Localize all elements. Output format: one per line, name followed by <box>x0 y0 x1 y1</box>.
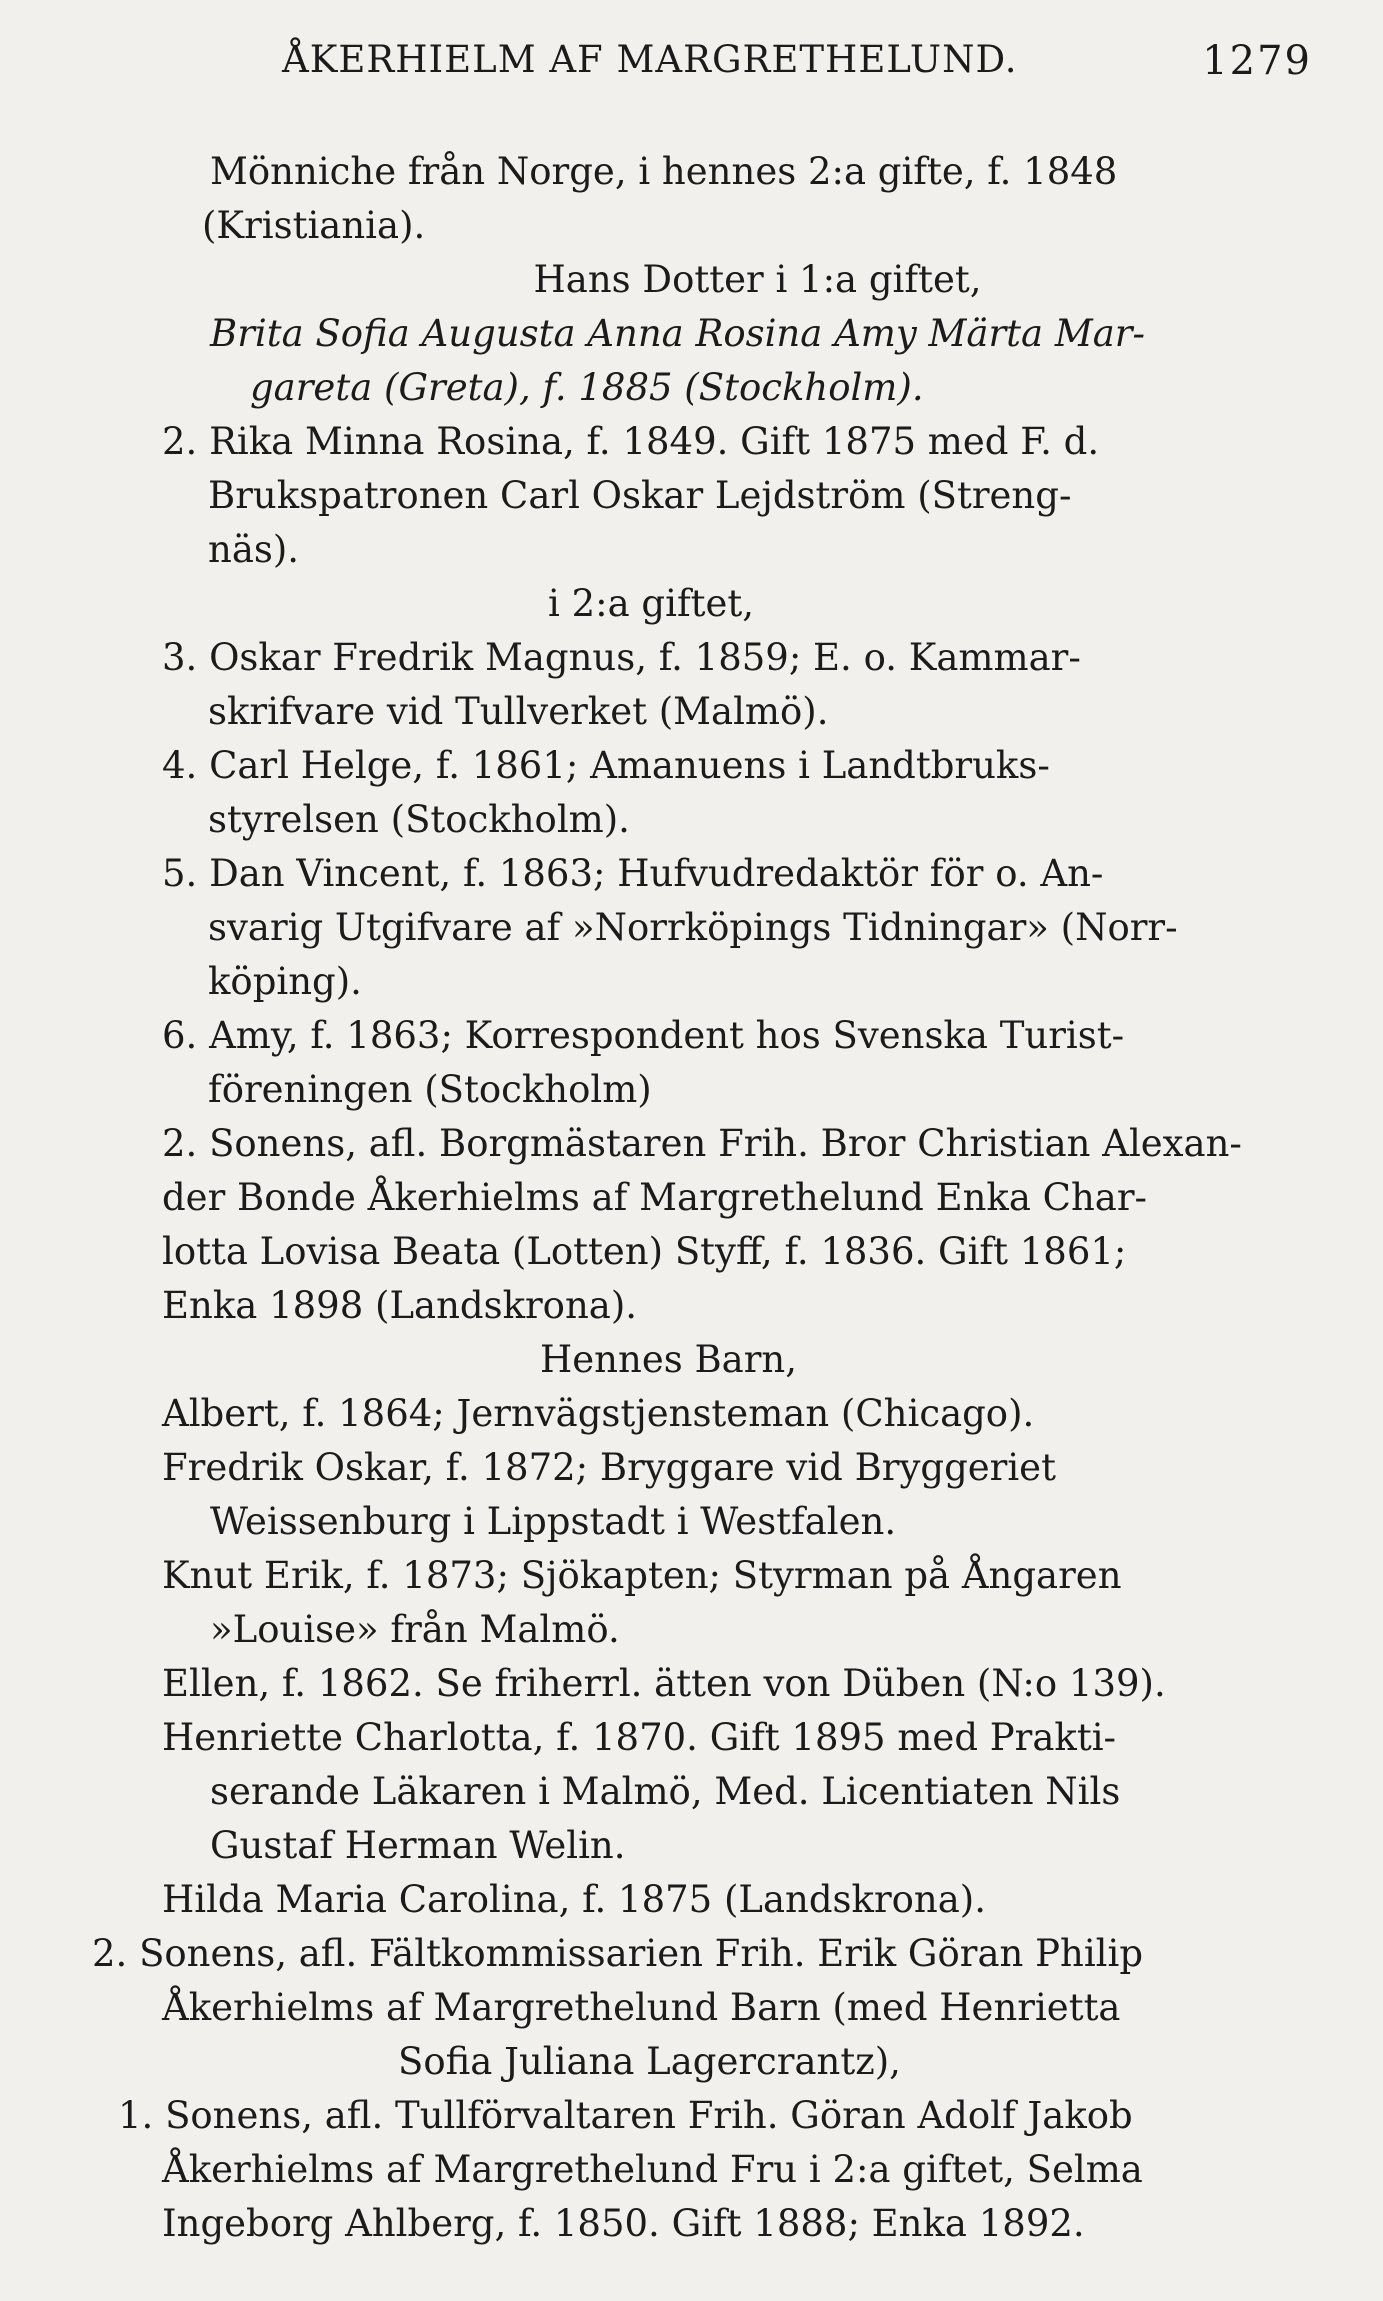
running-title: ÅKERHIELM AF MARGRETHELUND. <box>282 38 1018 81</box>
text-line: 1. Sonens, afl. Tullförvaltaren Frih. Göran Adolf Jakob <box>118 2094 1133 2137</box>
text-line: Weissenburg i Lippstadt i Westfalen. <box>210 1500 897 1543</box>
text-line: svarig Utgifvare af »Norrköpings Tidningar» (Norr- <box>208 906 1178 949</box>
text-line: Sofia Juliana Lagercrantz), <box>398 2040 901 2083</box>
text-line: serande Läkaren i Malmö, Med. Licentiaten Nils <box>210 1770 1121 1813</box>
text-line: gareta (Greta), f. 1885 (Stockholm). <box>250 366 924 409</box>
text-line: styrelsen (Stockholm). <box>208 798 630 841</box>
page-header <box>282 38 1312 98</box>
text-line: 6. Amy, f. 1863; Korrespondent hos Svenska Turist- <box>162 1014 1125 1057</box>
text-line: 2. Sonens, afl. Fältkommissarien Frih. Erik Göran Philip <box>92 1932 1144 1975</box>
text-line: Åkerhielms af Margrethelund Barn (med Henrietta <box>162 1986 1121 2029</box>
text-line: Åkerhielms af Margrethelund Fru i 2:a giftet, Selma <box>162 2148 1143 2191</box>
text-body <box>92 145 1325 2251</box>
text-line: Hilda Maria Carolina, f. 1875 (Landskrona). <box>162 1878 986 1921</box>
text-line: Henriette Charlotta, f. 1870. Gift 1895 med Prakti- <box>162 1716 1117 1759</box>
text-line: 3. Oskar Fredrik Magnus, f. 1859; E. o. Kammar- <box>162 636 1081 679</box>
text-line: »Louise» från Malmö. <box>210 1608 620 1651</box>
text-line: Brita Sofia Augusta Anna Rosina Amy Märta Mar- <box>210 312 1145 355</box>
text-line: Enka 1898 (Landskrona). <box>162 1284 638 1327</box>
text-line: näs). <box>208 528 300 571</box>
text-line: 5. Dan Vincent, f. 1863; Hufvudredaktör för o. An- <box>162 852 1104 895</box>
text-line: Albert, f. 1864; Jernvägstjensteman (Chicago). <box>162 1392 1035 1435</box>
text-line: 4. Carl Helge, f. 1861; Amanuens i Landtbruks- <box>162 744 1050 787</box>
text-line: Fredrik Oskar, f. 1872; Bryggare vid Bryggeriet <box>162 1446 1056 1489</box>
text-line: skrifvare vid Tullverket (Malmö). <box>208 690 829 733</box>
text-line: Mönniche från Norge, i hennes 2:a gifte, f. 1848 <box>210 150 1118 193</box>
text-line: Hennes Barn, <box>540 1338 797 1381</box>
text-line: 2. Rika Minna Rosina, f. 1849. Gift 1875 med F. d. <box>162 420 1100 463</box>
text-line: Ellen, f. 1862. Se friherrl. ätten von Düben (N:o 139). <box>162 1662 1166 1705</box>
text-line: föreningen (Stockholm) <box>208 1068 652 1111</box>
text-line: lotta Lovisa Beata (Lotten) Styff, f. 1836. Gift 1861; <box>162 1230 1127 1273</box>
text-line: der Bonde Åkerhielms af Margrethelund Enka Char- <box>162 1176 1148 1219</box>
text-line: i 2:a giftet, <box>548 582 755 625</box>
text-line: Gustaf Herman Welin. <box>210 1824 626 1867</box>
text-line: köping). <box>208 960 362 1003</box>
text-line: 2. Sonens, afl. Borgmästaren Frih. Bror Christian Alexan- <box>162 1122 1242 1165</box>
text-line: Knut Erik, f. 1873; Sjökapten; Styrman på Ångaren <box>162 1554 1122 1597</box>
text-line: Hans Dotter i 1:a giftet, <box>533 258 982 301</box>
text-line: Ingeborg Ahlberg, f. 1850. Gift 1888; Enka 1892. <box>162 2202 1085 2245</box>
text-line: Brukspatronen Carl Oskar Lejdström (Streng- <box>208 474 1072 517</box>
text-line: (Kristiania). <box>202 204 426 247</box>
page-number: 1279 <box>1202 38 1312 84</box>
